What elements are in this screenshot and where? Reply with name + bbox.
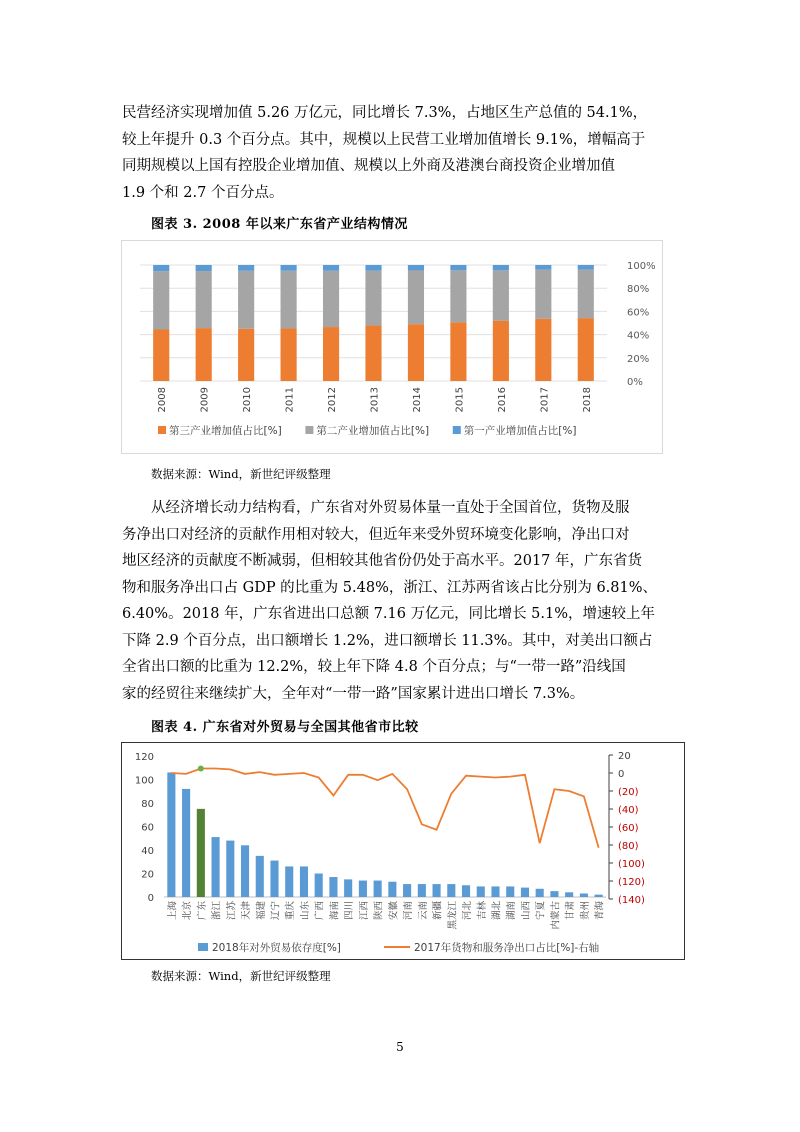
legend-swatch bbox=[198, 943, 208, 951]
text-line: 全省出口额的比重为 12.2%，较上年下降 4.8 个百分点；与“一带一路”沿线国 bbox=[122, 659, 626, 675]
x-tick-label: 2008 bbox=[157, 387, 169, 413]
legend-swatch bbox=[453, 426, 461, 434]
text-line: 下降 2.9 个百分点，出口额增长 1.2%，进口额增长 11.3%。其中，对美出口额占 bbox=[122, 632, 653, 649]
bar bbox=[462, 885, 470, 897]
right-tick-label: (20) bbox=[618, 787, 639, 798]
bar-segment bbox=[493, 321, 509, 381]
x-tick-label: 山东 bbox=[299, 901, 311, 921]
bar bbox=[270, 861, 278, 897]
legend-label: 2017年货物和服务净出口占比[%]-右轴 bbox=[414, 942, 600, 954]
bar-segment bbox=[153, 329, 169, 381]
bar bbox=[359, 881, 367, 897]
bar bbox=[197, 809, 205, 897]
bar-segment bbox=[365, 265, 381, 271]
bar bbox=[477, 886, 485, 897]
bar bbox=[167, 772, 175, 897]
x-tick-label: 安徽 bbox=[388, 901, 400, 921]
bar bbox=[580, 893, 588, 897]
bar bbox=[344, 879, 352, 897]
bar bbox=[212, 837, 220, 897]
bar-segment bbox=[153, 265, 169, 271]
bar-segment bbox=[578, 318, 594, 381]
bar bbox=[550, 891, 558, 897]
bar bbox=[285, 866, 293, 897]
x-tick-label: 2009 bbox=[199, 387, 211, 413]
right-tick-label: (140) bbox=[618, 895, 645, 906]
y-tick-label: 80% bbox=[627, 284, 650, 296]
x-tick-label: 2017 bbox=[539, 387, 551, 413]
bar-segment bbox=[408, 270, 424, 324]
bar bbox=[433, 884, 441, 897]
left-tick-label: 80 bbox=[141, 799, 154, 810]
bar bbox=[315, 874, 323, 898]
bar bbox=[521, 888, 529, 897]
bar bbox=[447, 884, 455, 897]
x-tick-label: 2012 bbox=[327, 387, 339, 413]
legend-label: 2018年对外贸易依存度[%] bbox=[212, 942, 341, 954]
left-tick-label: 60 bbox=[141, 822, 154, 834]
right-tick-label: 0 bbox=[618, 769, 625, 780]
y-tick-label: 20% bbox=[627, 353, 650, 365]
x-tick-label: 2018 bbox=[581, 387, 593, 413]
x-tick-label: 福建 bbox=[255, 901, 267, 921]
bar-segment bbox=[153, 271, 169, 329]
x-tick-label: 海南 bbox=[329, 901, 341, 921]
right-tick-label: (40) bbox=[618, 805, 639, 816]
text-line: 民营经济实现增加值 5.26 万亿元，同比增长 7.3%，占地区生产总值的 54.1%， bbox=[122, 105, 648, 121]
left-tick-label: 0 bbox=[147, 893, 154, 904]
text-line: 务净出口对经济的贡献作用相对较大，但近年来受外贸环境变化影响，净出口对 bbox=[122, 526, 630, 543]
bar bbox=[241, 845, 249, 897]
y-tick-label: 100% bbox=[627, 261, 656, 272]
bar-segment bbox=[450, 322, 466, 381]
x-tick-label: 贵州 bbox=[579, 901, 591, 921]
bar bbox=[329, 877, 337, 897]
legend-label: 第三产业增加值占比[%] bbox=[169, 425, 282, 437]
bar-segment bbox=[535, 265, 551, 270]
bar bbox=[374, 881, 382, 897]
bar-segment bbox=[281, 328, 297, 381]
bar-segment bbox=[281, 271, 297, 329]
text-line: 地区经济的贡献度不断减弱，但相较其他省份仍处于高水平。2017 年，广东省货 bbox=[122, 553, 643, 569]
paragraph-trade bbox=[122, 495, 684, 707]
bar-segment bbox=[238, 265, 254, 271]
right-tick-label: 20 bbox=[618, 751, 631, 762]
bar bbox=[256, 856, 264, 897]
foreign-trade-comparison-chart bbox=[122, 743, 684, 959]
x-tick-label: 重庆 bbox=[285, 901, 297, 921]
bar-segment bbox=[408, 265, 424, 270]
figure3-source: 数据来源：Wind，新世纪评级整理 bbox=[151, 467, 331, 481]
x-tick-label: 云南 bbox=[417, 901, 429, 921]
bar-segment bbox=[493, 265, 509, 270]
bar-segment bbox=[281, 265, 297, 271]
x-tick-label: 宁夏 bbox=[535, 901, 547, 921]
x-tick-label: 2015 bbox=[454, 387, 466, 413]
bar-segment bbox=[578, 270, 594, 318]
legend-label: 第二产业增加值占比[%] bbox=[316, 425, 430, 437]
bar-segment bbox=[365, 271, 381, 326]
right-tick-label: (60) bbox=[618, 823, 639, 834]
text-line: 1.9 个和 2.7 个百分点。 bbox=[122, 184, 284, 201]
right-tick-label: (120) bbox=[618, 877, 645, 888]
bar bbox=[403, 884, 411, 897]
text-line: 同期规模以上国有控股企业增加值、规模以上外商及港澳台商投资企业增加值 bbox=[122, 158, 615, 174]
bar bbox=[388, 882, 396, 897]
bar-segment bbox=[493, 270, 509, 320]
x-tick-label: 2016 bbox=[496, 387, 508, 413]
bar bbox=[506, 886, 514, 897]
industry-structure-chart bbox=[122, 241, 662, 453]
bar-segment bbox=[196, 265, 212, 271]
x-tick-label: 2010 bbox=[242, 387, 254, 413]
x-tick-label: 黑龙江 bbox=[447, 901, 459, 930]
paragraph-private-economy bbox=[122, 100, 684, 206]
bar-segment bbox=[238, 271, 254, 329]
bar-segment bbox=[578, 265, 594, 270]
x-tick-label: 上海 bbox=[167, 901, 179, 921]
x-tick-label: 北京 bbox=[182, 901, 194, 921]
bar-segment bbox=[408, 324, 424, 381]
bar-segment bbox=[196, 271, 212, 328]
bar-segment bbox=[196, 328, 212, 381]
x-tick-label: 四川 bbox=[344, 901, 356, 921]
legend-swatch bbox=[305, 426, 313, 434]
left-tick-label: 40 bbox=[141, 846, 154, 857]
line-highlight-point bbox=[198, 766, 204, 772]
right-tick-label: (80) bbox=[618, 841, 639, 852]
bar-segment bbox=[535, 270, 551, 319]
x-tick-label: 江西 bbox=[358, 901, 370, 921]
bar bbox=[536, 889, 544, 897]
x-tick-label: 青海 bbox=[594, 901, 606, 921]
bar bbox=[182, 789, 190, 897]
bar-segment bbox=[535, 319, 551, 381]
bar bbox=[226, 841, 234, 897]
text-line: 物和服务净出口占 GDP 的比重为 5.48%，浙江、江苏两省该占比分别为 6.81%、 bbox=[122, 579, 658, 596]
text-line: 较上年提升 0.3 个百分点。其中，规模以上民营工业增加值增长 9.1%，增幅高于 bbox=[122, 131, 646, 148]
x-tick-label: 2011 bbox=[284, 387, 296, 413]
x-tick-label: 甘肃 bbox=[565, 901, 577, 921]
x-tick-label: 内蒙古 bbox=[550, 901, 562, 930]
text-line: 从经济增长动力结构看，广东省对外贸易体量一直处于全国首位，货物及服 bbox=[151, 500, 630, 516]
figure3-chart bbox=[121, 240, 663, 454]
left-tick-label: 100 bbox=[134, 775, 154, 787]
left-tick-label: 20 bbox=[141, 869, 154, 881]
x-tick-label: 辽宁 bbox=[270, 901, 282, 921]
text-line: 家的经贸往来继续扩大，全年对“一带一路”国家累计进出口增长 7.3%。 bbox=[122, 685, 585, 702]
x-tick-label: 河北 bbox=[462, 901, 474, 921]
x-tick-label: 湖南 bbox=[506, 901, 518, 921]
x-tick-label: 新疆 bbox=[432, 901, 444, 921]
page-number: 5 bbox=[396, 1040, 404, 1054]
x-tick-label: 陕西 bbox=[373, 901, 385, 921]
legend-swatch bbox=[158, 426, 166, 434]
x-tick-label: 江苏 bbox=[226, 901, 238, 921]
text-line: 6.40%。2018 年，广东省进出口总额 7.16 万亿元，同比增长 5.1%，增速较上年 bbox=[122, 606, 656, 622]
bar-segment bbox=[323, 265, 339, 271]
left-tick-label: 120 bbox=[134, 752, 154, 763]
bar-segment bbox=[450, 265, 466, 270]
bar-segment bbox=[238, 329, 254, 381]
x-tick-label: 天津 bbox=[241, 901, 253, 921]
y-tick-label: 0% bbox=[627, 377, 643, 388]
bar bbox=[300, 866, 308, 897]
right-tick-label: (100) bbox=[618, 859, 645, 870]
bar bbox=[595, 895, 603, 897]
x-tick-label: 广东 bbox=[196, 901, 208, 921]
bar bbox=[565, 892, 573, 897]
x-tick-label: 河南 bbox=[403, 901, 415, 921]
line-series bbox=[171, 769, 598, 848]
x-tick-label: 广西 bbox=[314, 901, 326, 921]
y-tick-label: 40% bbox=[627, 330, 650, 342]
x-tick-label: 山西 bbox=[520, 901, 532, 921]
x-tick-label: 吉林 bbox=[476, 901, 488, 921]
bar-segment bbox=[450, 270, 466, 322]
bar-segment bbox=[323, 271, 339, 327]
bar-segment bbox=[323, 327, 339, 381]
x-tick-label: 湖北 bbox=[491, 901, 503, 921]
figure4-source: 数据来源：Wind，新世纪评级整理 bbox=[151, 969, 331, 983]
x-tick-label: 2014 bbox=[411, 387, 423, 413]
bar bbox=[491, 886, 499, 897]
x-tick-label: 2013 bbox=[369, 387, 381, 413]
figure3-caption: 图表 3. 2008 年以来广东省产业结构情况 bbox=[151, 217, 408, 232]
bar bbox=[418, 884, 426, 897]
figure4-chart bbox=[121, 742, 685, 960]
legend-label: 第一产业增加值占比[%] bbox=[463, 425, 577, 437]
x-tick-label: 浙江 bbox=[211, 901, 223, 921]
bar-segment bbox=[365, 326, 381, 381]
figure4-caption: 图表 4. 广东省对外贸易与全国其他省市比较 bbox=[151, 720, 419, 735]
y-tick-label: 60% bbox=[627, 307, 650, 319]
